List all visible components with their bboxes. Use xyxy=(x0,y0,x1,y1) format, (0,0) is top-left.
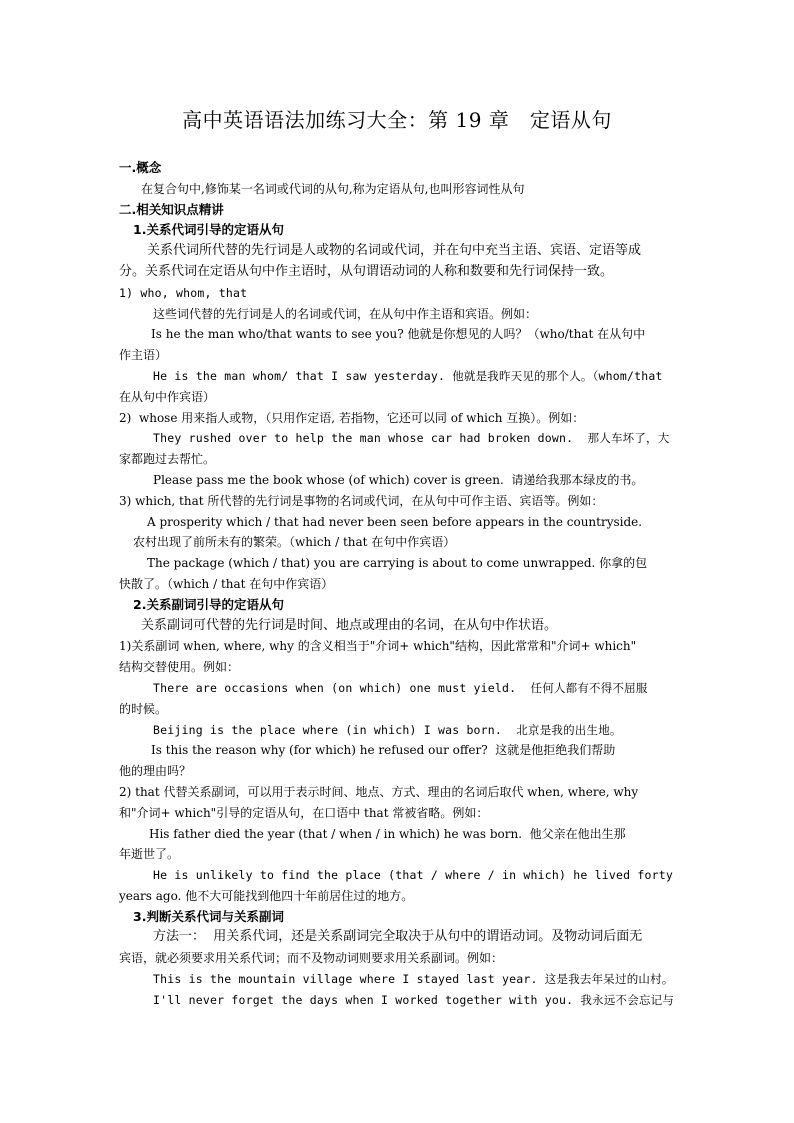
text-line: 关系代词所代替的先行词是人或物的名词或代词，并在句中充当主语、宾语、定语等成 xyxy=(147,243,642,259)
text-line: This is the mountain village where I stayed last year. 这是我去年呆过的山村。 xyxy=(153,972,674,987)
text-line: 农村出现了前所未有的繁荣。（which / that 在句中作宾语） xyxy=(133,535,456,550)
text-line: He is unlikely to find the place (that / where / in which) he lived forty xyxy=(153,868,674,883)
text-line: 3) which, that 所代替的先行词是事物的名词或代词，在从句中可作主语、宾语等。例如： xyxy=(119,493,604,508)
text-line: Please pass me the book whose (of which) cover is green. 请递给我那本绿皮的书。 xyxy=(153,472,644,487)
section-heading: 2.关系副词引导的定语从句 xyxy=(133,596,284,612)
text-line: There are occasions when (on which) one must yield. 任何人都有不得不屈服 xyxy=(153,680,648,695)
text-line: 2) that 代替关系副词，可以用于表示时间、地点、方式、理由的名词后取代 when, where, why xyxy=(119,784,639,799)
text-line: 的时候。 xyxy=(119,701,168,716)
text-line: 他的理由吗？ xyxy=(119,764,192,779)
text-line: 作主语） xyxy=(119,348,168,363)
section-heading: 一.概念 xyxy=(119,160,162,175)
text-line: 1)关系副词 when, where, why 的含义相当于"介词+ which"结构，因此常常和"介词+ which" xyxy=(119,639,637,654)
document-body xyxy=(119,158,689,1011)
section-heading: 二.相关知识点精讲 xyxy=(119,201,224,217)
text-line: A prosperity which / that had never been seen before appears in the countryside. xyxy=(147,514,643,529)
text-line: 结构交替使用。例如： xyxy=(119,660,240,675)
text-line: Is this the reason why (for which) he refused our offer? 这就是他拒绝我们帮助 xyxy=(151,743,616,758)
text-line: 年逝世了。 xyxy=(119,847,180,862)
text-line: He is the man whom/ that I saw yesterday. 他就是我昨天见的那个人。（whom/that xyxy=(153,368,663,383)
text-line: 关系副词可代替的先行词是时间、地点或理由的名词，在从句中作状语。 xyxy=(141,617,558,633)
text-line: years ago. 他不大可能找到他四十年前居住过的地方。 xyxy=(119,888,414,903)
text-line: His father died the year (that / when / in which) he was born. 他父亲在他出生那 xyxy=(149,826,626,841)
text-line: 1) who, whom, that xyxy=(119,285,248,300)
text-line: Beijing is the place where (in which) I was born. 北京是我的出生地。 xyxy=(153,722,622,737)
text-line: Is he the man who/that wants to see you? 他就是你想见的人吗？（who/that 在从句中 xyxy=(151,327,646,342)
text-line: 快散了。（which / that 在句中作宾语） xyxy=(119,576,334,591)
text-line: 这些词代替的先行词是人的名词或代词，在从句中作主语和宾语。例如： xyxy=(153,306,538,321)
text-line: 2) whose 用来指人或物，（只用作定语, 若指物，它还可以同 of which 互换）。例如： xyxy=(119,410,585,425)
text-line: The package (which / that) you are carrying is about to come unwrapped. 你拿的包 xyxy=(147,556,648,571)
text-line: 在从句中作宾语） xyxy=(119,389,216,404)
text-line: 在复合句中,修饰某一名词或代词的从句,称为定语从句,也叫形容词性从句 xyxy=(141,181,525,196)
text-line: 家都跑过去帮忙。 xyxy=(119,452,216,467)
text-line: 宾语，就必须要求用关系代词；而不及物动词则要求用关系副词。例如： xyxy=(119,951,504,966)
page-title: 高中英语语法加练习大全：第 19 章 定语从句 xyxy=(182,108,612,132)
text-line: They rushed over to help the man whose car had broken down. 那人车坏了，大 xyxy=(153,431,670,446)
text-line: I'll never forget the days when I worked together with you. 我永远不会忘记与 xyxy=(153,992,675,1007)
text-line: 和"介词+ which"引导的定语从句，在口语中 that 常被省略。例如： xyxy=(119,805,489,820)
section-heading: 1.关系代词引导的定语从句 xyxy=(133,222,284,238)
section-heading: 3.判断关系代词与关系副词 xyxy=(133,908,284,924)
text-line: 方法一： 用关系代词，还是关系副词完全取决于从句中的谓语动词。及物动词后面无 xyxy=(153,929,643,945)
text-line: 分。关系代词在定语从句中作主语时，从句谓语动词的人称和数要和先行词保持一致。 xyxy=(119,263,614,279)
